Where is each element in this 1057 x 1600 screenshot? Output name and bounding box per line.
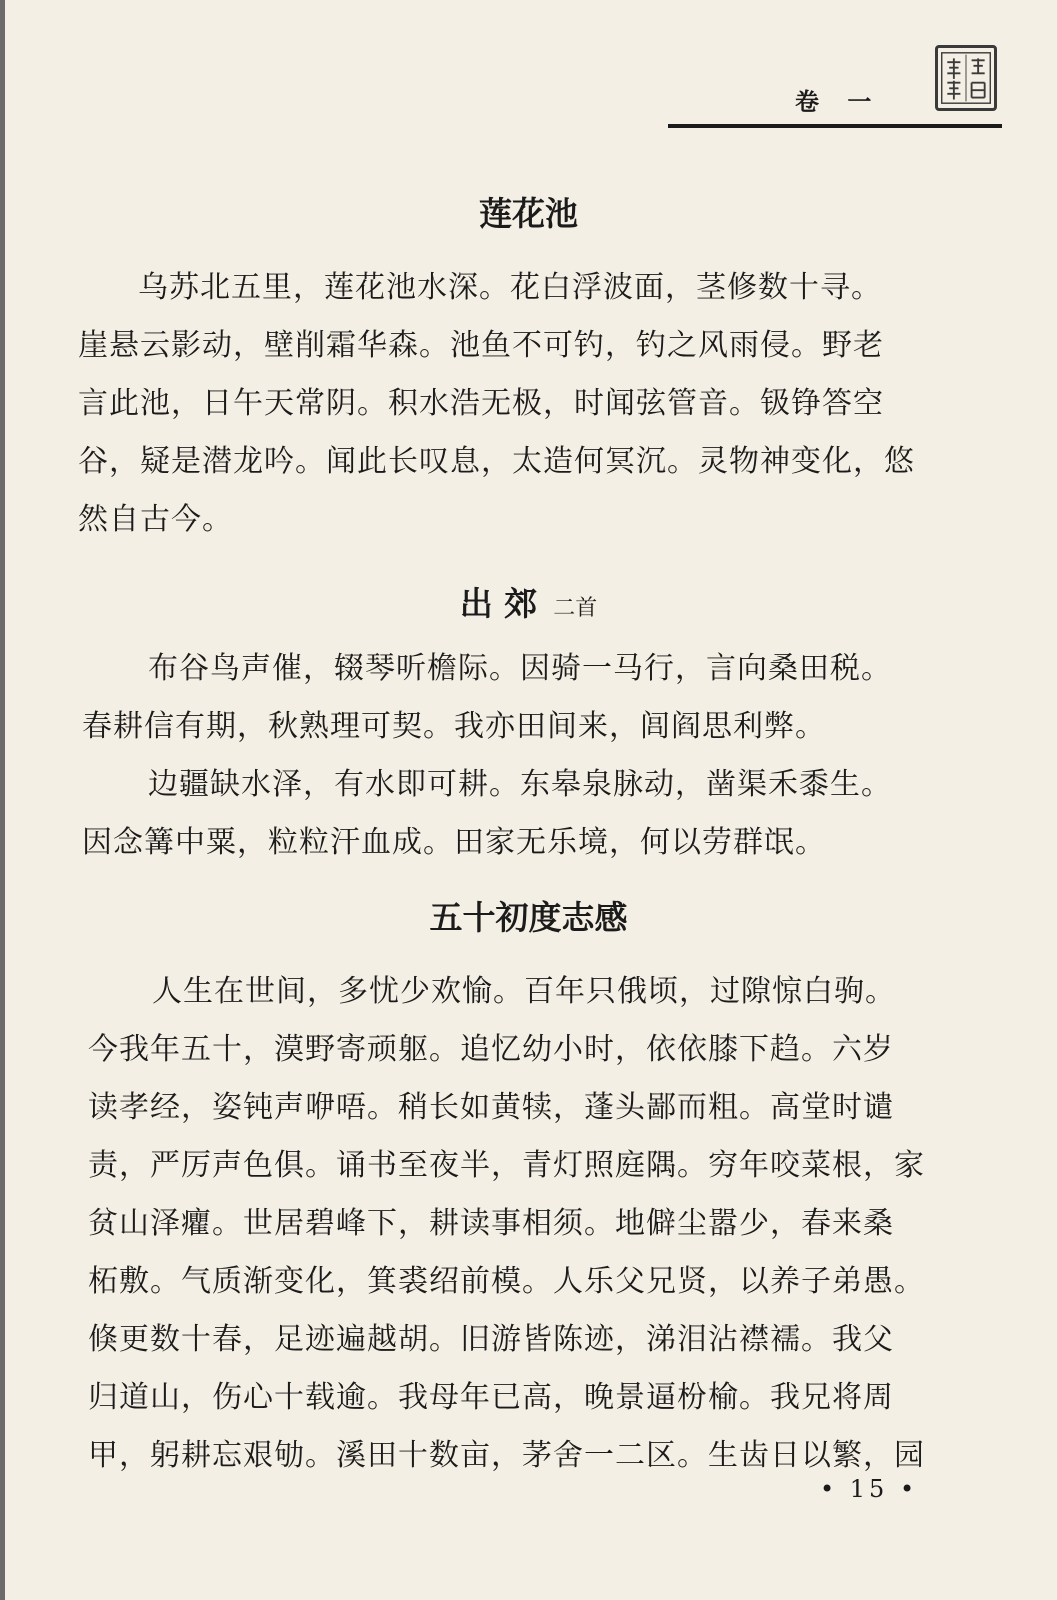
poem1-line: 谷，疑是潜龙吟。闻此长叹息，太造何冥沉。灵物神变化，悠 (78, 444, 915, 479)
poem-title-wushichudu (0, 892, 1057, 939)
poem3-line: 贫山泽癯。世居碧峰下，耕读事相须。地僻尘嚣少，春来桑 (88, 1206, 894, 1241)
poem3-line: 人生在世间，多忧少欢愉。百年只俄顷，过隙惊白驹。 (152, 974, 896, 1009)
poem3-line: 甲，躬耕忘艰劬。溪田十数亩，茅舍一二区。生齿日以繁，园 (88, 1438, 925, 1473)
poem2-line: 布谷鸟声催，辍琴听檐际。因骑一马行，言向桑田税。 (148, 651, 892, 686)
poem2-line: 边疆缺水泽，有水即可耕。东皋泉脉动，凿渠禾黍生。 (148, 767, 892, 802)
poem3-line: 责，严厉声色俱。诵书至夜半，青灯照庭隅。穷年咬菜根，家 (88, 1148, 925, 1183)
poem-title-text: 莲花池 (479, 194, 578, 233)
page-number: • 15 • (820, 1475, 919, 1503)
poem1-line: 崖悬云影动，壁削霜华森。池鱼不可钓，钓之风雨侵。野老 (78, 328, 884, 363)
poem-title-lianhuachi (0, 188, 1057, 235)
header-rule (668, 124, 1002, 128)
poem1-line: 乌苏北五里，莲花池水深。花白浮波面，茎修数十寻。 (138, 270, 882, 305)
poem3-line: 倏更数十春，足迹遍越胡。旧游皆陈迹，涕泪沾襟襦。我父 (88, 1322, 894, 1357)
poem3-line: 柘敷。气质渐变化，箕裘绍前模。人乐父兄贤，以养子弟愚。 (88, 1264, 925, 1299)
poem-title-chujiao (0, 578, 1057, 625)
poem3-line: 今我年五十，漠野寄顽躯。追忆幼小时，依依膝下趋。六岁 (88, 1032, 894, 1067)
chapter-header: 卷 一 (795, 87, 882, 116)
poem1-line: 然自古今。 (78, 502, 233, 537)
poem3-line: 归道山，伤心十载逾。我母年已高，晚景逼枌榆。我兄将周 (88, 1380, 894, 1415)
poem-title-text: 五十初度志感 (429, 898, 628, 937)
poem-title-text: 出 郊 (459, 584, 538, 623)
poem1-line: 言此池，日午天常阴。积水浩无极，时闻弦管音。钑铮答空 (78, 386, 884, 421)
poem2-line: 春耕信有期，秋熟理可契。我亦田间来，闾阎思利弊。 (82, 709, 826, 744)
poem2-line: 因念篝中粟，粒粒汗血成。田家无乐境，何以劳群氓。 (82, 825, 826, 860)
seal-glyph-icon (938, 48, 994, 108)
page-edge-shadow (0, 0, 5, 1600)
seal-stamp-icon (935, 45, 997, 111)
poem3-line: 读孝经，姿钝声咿唔。稍长如黄犊，蓬头鄙而粗。高堂时谴 (88, 1090, 894, 1125)
poem-title-note: 二首 (553, 596, 598, 621)
